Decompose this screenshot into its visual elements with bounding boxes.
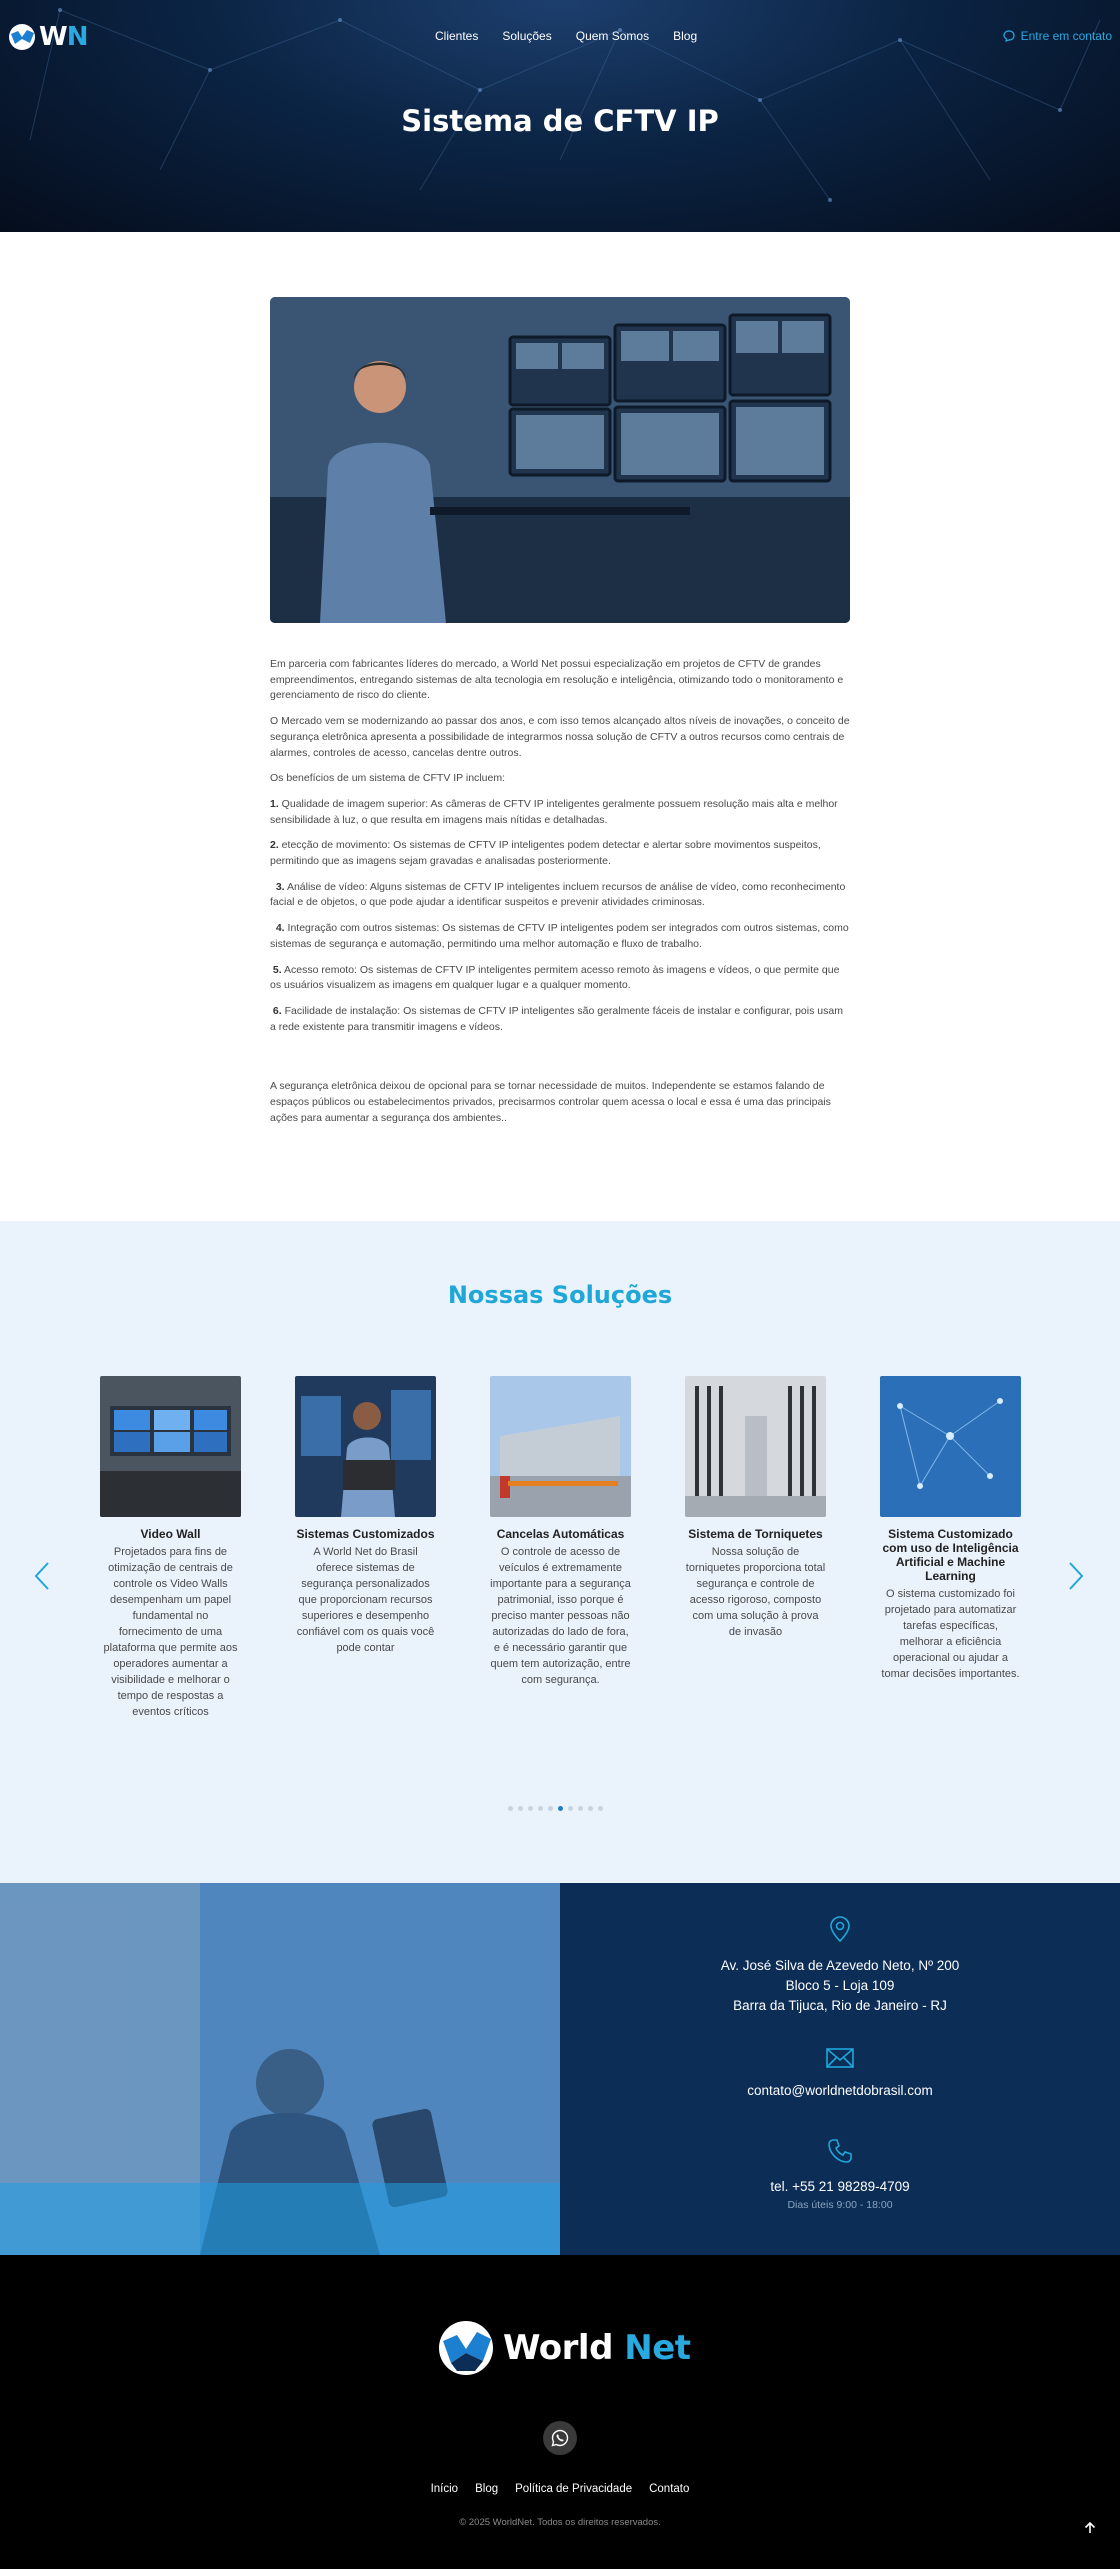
solution-card-title: Sistemas Customizados (296, 1527, 435, 1542)
whatsapp-button[interactable] (543, 2421, 577, 2455)
main-menu (435, 29, 697, 43)
carousel-dot[interactable] (598, 1806, 603, 1811)
menu-item-quem-somos[interactable]: Quem Somos (575, 29, 650, 43)
benefit-item: 1. Qualidade de imagem superior: As câmeras de CFTV IP inteligentes geralmente possuem resolução mais alta e melhor sensibilidade à luz, o que resulta em imagens mais nítidas e detalhadas. (270, 797, 838, 826)
contact-section (0, 1883, 1120, 2255)
envelope-icon (826, 2048, 854, 2068)
benefit-item: 3. Análise de vídeo: Alguns sistemas de CFTV IP inteligentes incluem recursos de análise de vídeo, como reconhecimento facial e de objetos, o que pode ajudar a identificar suspeitos e prevenir atividades criminosas. (270, 880, 846, 909)
benefit-item: 5. Acesso remoto: Os sistemas de CFTV IP inteligentes permitem acesso remoto às imagens e vídeos, o que permite que os usuários visualizem as imagens em qualquer lugar e a qualquer momento. (270, 963, 840, 992)
ai-system-image (880, 1376, 1021, 1517)
solution-card-custom-systems[interactable] (295, 1376, 436, 1720)
office-illustration (0, 1883, 560, 2255)
solution-card-turnstiles[interactable] (685, 1376, 826, 1720)
copyright-text: © 2025 WorldNet. Todos os direitos reservados. (459, 2517, 661, 2529)
chevron-left-icon (34, 1561, 50, 1591)
solution-card-text: O controle de acesso de veículos é extremamente importante para a segurança patrimonial, isso porque é preciso manter pessoas não autorizadas do lado de fora, e é necessário garantir que quem tem autorização, entre com segurança. (490, 1546, 631, 1687)
carousel-dot[interactable] (538, 1806, 543, 1811)
solution-card-title: Cancelas Automáticas (496, 1527, 625, 1542)
address-block (560, 1915, 1120, 2016)
solution-card-text: O sistema customizado foi projetado para automatizar tarefas específicas, melhorar a eficiência operacional ou ajudar a tomar decisões importantes. (881, 1588, 1020, 1681)
office-photo (0, 1883, 560, 2255)
top-navigation (0, 0, 1120, 74)
site-footer (0, 2255, 1120, 2569)
cctv-operator-image (270, 297, 850, 623)
solution-card-title: Sistema de Torniquetes (688, 1527, 823, 1542)
business-hours: Dias úteis 9:00 - 18:00 (787, 2199, 893, 2212)
phone-block (560, 2138, 1120, 2211)
brand-logo[interactable] (8, 22, 87, 52)
chevron-right-icon (1068, 1561, 1084, 1591)
phone-number[interactable]: tel. +55 21 98289-4709 (770, 2179, 910, 2195)
solution-card-title: Video Wall (140, 1527, 201, 1542)
footer-logo-world: World (503, 2328, 625, 2369)
phone-icon (827, 2138, 853, 2164)
article-text (270, 657, 850, 1126)
footer-link-blog[interactable]: Blog (475, 2483, 499, 2496)
article-paragraph: Em parceria com fabricantes líderes do mercado, a World Net possui especialização em projetos de CFTV de grandes empreendimentos, entregando sistemas de alta tecnologia em resolução e inteligência, otimizando todo o monitoramento e gerenciamento de risco do cliente. (270, 658, 844, 702)
footer-logo-net: Net (624, 2328, 691, 2369)
automatic-barriers-image (490, 1376, 631, 1517)
globe-logo-icon (437, 2319, 495, 2377)
automatic-barriers-illustration (490, 1376, 631, 1517)
ai-system-illustration (880, 1376, 1021, 1517)
chat-bubble-icon (1003, 30, 1015, 42)
menu-item-solucoes[interactable]: Soluções (502, 29, 552, 43)
turnstiles-image (685, 1376, 826, 1517)
address-line-3: Barra da Tijuca, Rio de Janeiro - RJ (733, 1998, 947, 2014)
solutions-title: Nossas Soluções (447, 1281, 673, 1310)
carousel-dot[interactable] (568, 1806, 573, 1811)
carousel-pagination (508, 1806, 603, 1811)
video-wall-illustration (100, 1376, 241, 1517)
carousel-dot[interactable] (528, 1806, 533, 1811)
article-section (0, 232, 1120, 1221)
arrow-up-icon (1084, 2522, 1096, 2534)
solution-card-ai-system[interactable] (880, 1376, 1021, 1720)
menu-item-blog[interactable]: Blog (673, 29, 698, 43)
carousel-dot[interactable] (558, 1806, 563, 1811)
carousel-dot[interactable] (508, 1806, 513, 1811)
address-line-2: Bloco 5 - Loja 109 (785, 1978, 895, 1994)
globe-logo-icon (8, 23, 36, 51)
footer-link-contato[interactable]: Contato (649, 2483, 690, 2496)
article-paragraph: O Mercado vem se modernizando ao passar dos anos, e com isso temos alcançado altos níveis de inovações, o conceito de segurança eletrônica apresenta a possibilidade de integrarmos nossa solução de CFTV a outros recursos como centrais de alarmes, controles de acesso, cancelas dentre outros. (270, 715, 850, 759)
benefit-item: 4. Integração com outros sistemas: Os sistemas de CFTV IP inteligentes podem ser integrados com outros sistemas, como sistemas de segurança e automação, permitindo uma melhor automação e fluxo de trabalho. (270, 922, 849, 950)
solutions-carousel (100, 1376, 1021, 1720)
footer-logo[interactable] (437, 2319, 691, 2377)
logo-letter-w: W (39, 22, 67, 52)
benefit-item: 2. etecção de movimento: Os sistemas de CFTV IP inteligentes podem detectar e alertar sobre movimentos suspeitos, permitindo que as imagens sejam gravadas e analisadas posteriormente. (270, 839, 821, 868)
carousel-dot[interactable] (518, 1806, 523, 1811)
page-title: Sistema de CFTV IP (401, 104, 719, 138)
solution-card-automatic-barriers[interactable] (490, 1376, 631, 1720)
benefits-intro: Os benefícios de um sistema de CFTV IP incluem: (270, 772, 505, 785)
address-line-1: Av. José Silva de Azevedo Neto, Nº 200 (720, 1958, 960, 1974)
cctv-illustration (270, 297, 850, 623)
benefit-item: 6. Facilidade de instalação: Os sistemas de CFTV IP inteligentes são geralmente fáceis de instalar e configurar, pois usam a rede existente para transmitir imagens e vídeos. (270, 1004, 843, 1033)
menu-item-clientes[interactable]: Clientes (435, 29, 479, 43)
back-to-top-button[interactable] (1084, 2521, 1096, 2539)
solution-card-title: Sistema Customizado com uso de Inteligência Artificial e Machine Learning (882, 1527, 1019, 1584)
carousel-dot[interactable] (588, 1806, 593, 1811)
email-link[interactable]: contato@worldnetdobrasil.com (747, 2083, 933, 2099)
carousel-dot[interactable] (578, 1806, 583, 1811)
turnstiles-illustration (685, 1376, 826, 1517)
carousel-next-button[interactable] (1068, 1561, 1084, 1596)
custom-systems-image (295, 1376, 436, 1517)
footer-link-privacidade[interactable]: Política de Privacidade (515, 2483, 633, 2496)
map-pin-icon (829, 1915, 851, 1943)
footer-menu (0, 2483, 1120, 2495)
carousel-dot[interactable] (548, 1806, 553, 1811)
article-paragraph: A segurança eletrônica deixou de opcional para se tornar necessidade de muitos. Independente se estamos falando de espaços públicos ou estabelecimentos privados, precisarmos controlar quem acessa o local e essa é uma das principais ações para aumentar a segurança dos ambientes.. (270, 1080, 831, 1124)
solution-card-text: Nossa solução de torniquetes proporciona total segurança e controle de acesso rigoroso, composto com uma solução à prova de invasão (685, 1546, 826, 1639)
solution-card-text: A World Net do Brasil oferece sistemas de segurança personalizados que proporcionam recursos superiores e desempenho confiável com os quais você pode contar (296, 1546, 435, 1655)
whatsapp-icon (551, 2429, 569, 2447)
contact-details (560, 1883, 1120, 2255)
footer-link-inicio[interactable]: Início (430, 2483, 459, 2496)
custom-systems-illustration (295, 1376, 436, 1517)
email-block (560, 2048, 1120, 2101)
solution-card-text: Projetados para fins de otimização de centrais de controle os Video Walls desempenham um papel fundamental no fornecimento de uma plataforma que permite aos operadores aumentar a visibilidade e melhorar o tempo de respostas a eventos críticos (103, 1546, 238, 1719)
hero-header (0, 0, 1120, 232)
video-wall-image (100, 1376, 241, 1517)
solution-card-video-wall[interactable] (100, 1376, 241, 1720)
carousel-prev-button[interactable] (34, 1561, 50, 1596)
contact-cta-link[interactable] (1003, 29, 1112, 43)
contact-cta-label: Entre em contato (1020, 29, 1112, 43)
solutions-section (0, 1221, 1120, 1883)
logo-letter-n: N (66, 22, 88, 52)
